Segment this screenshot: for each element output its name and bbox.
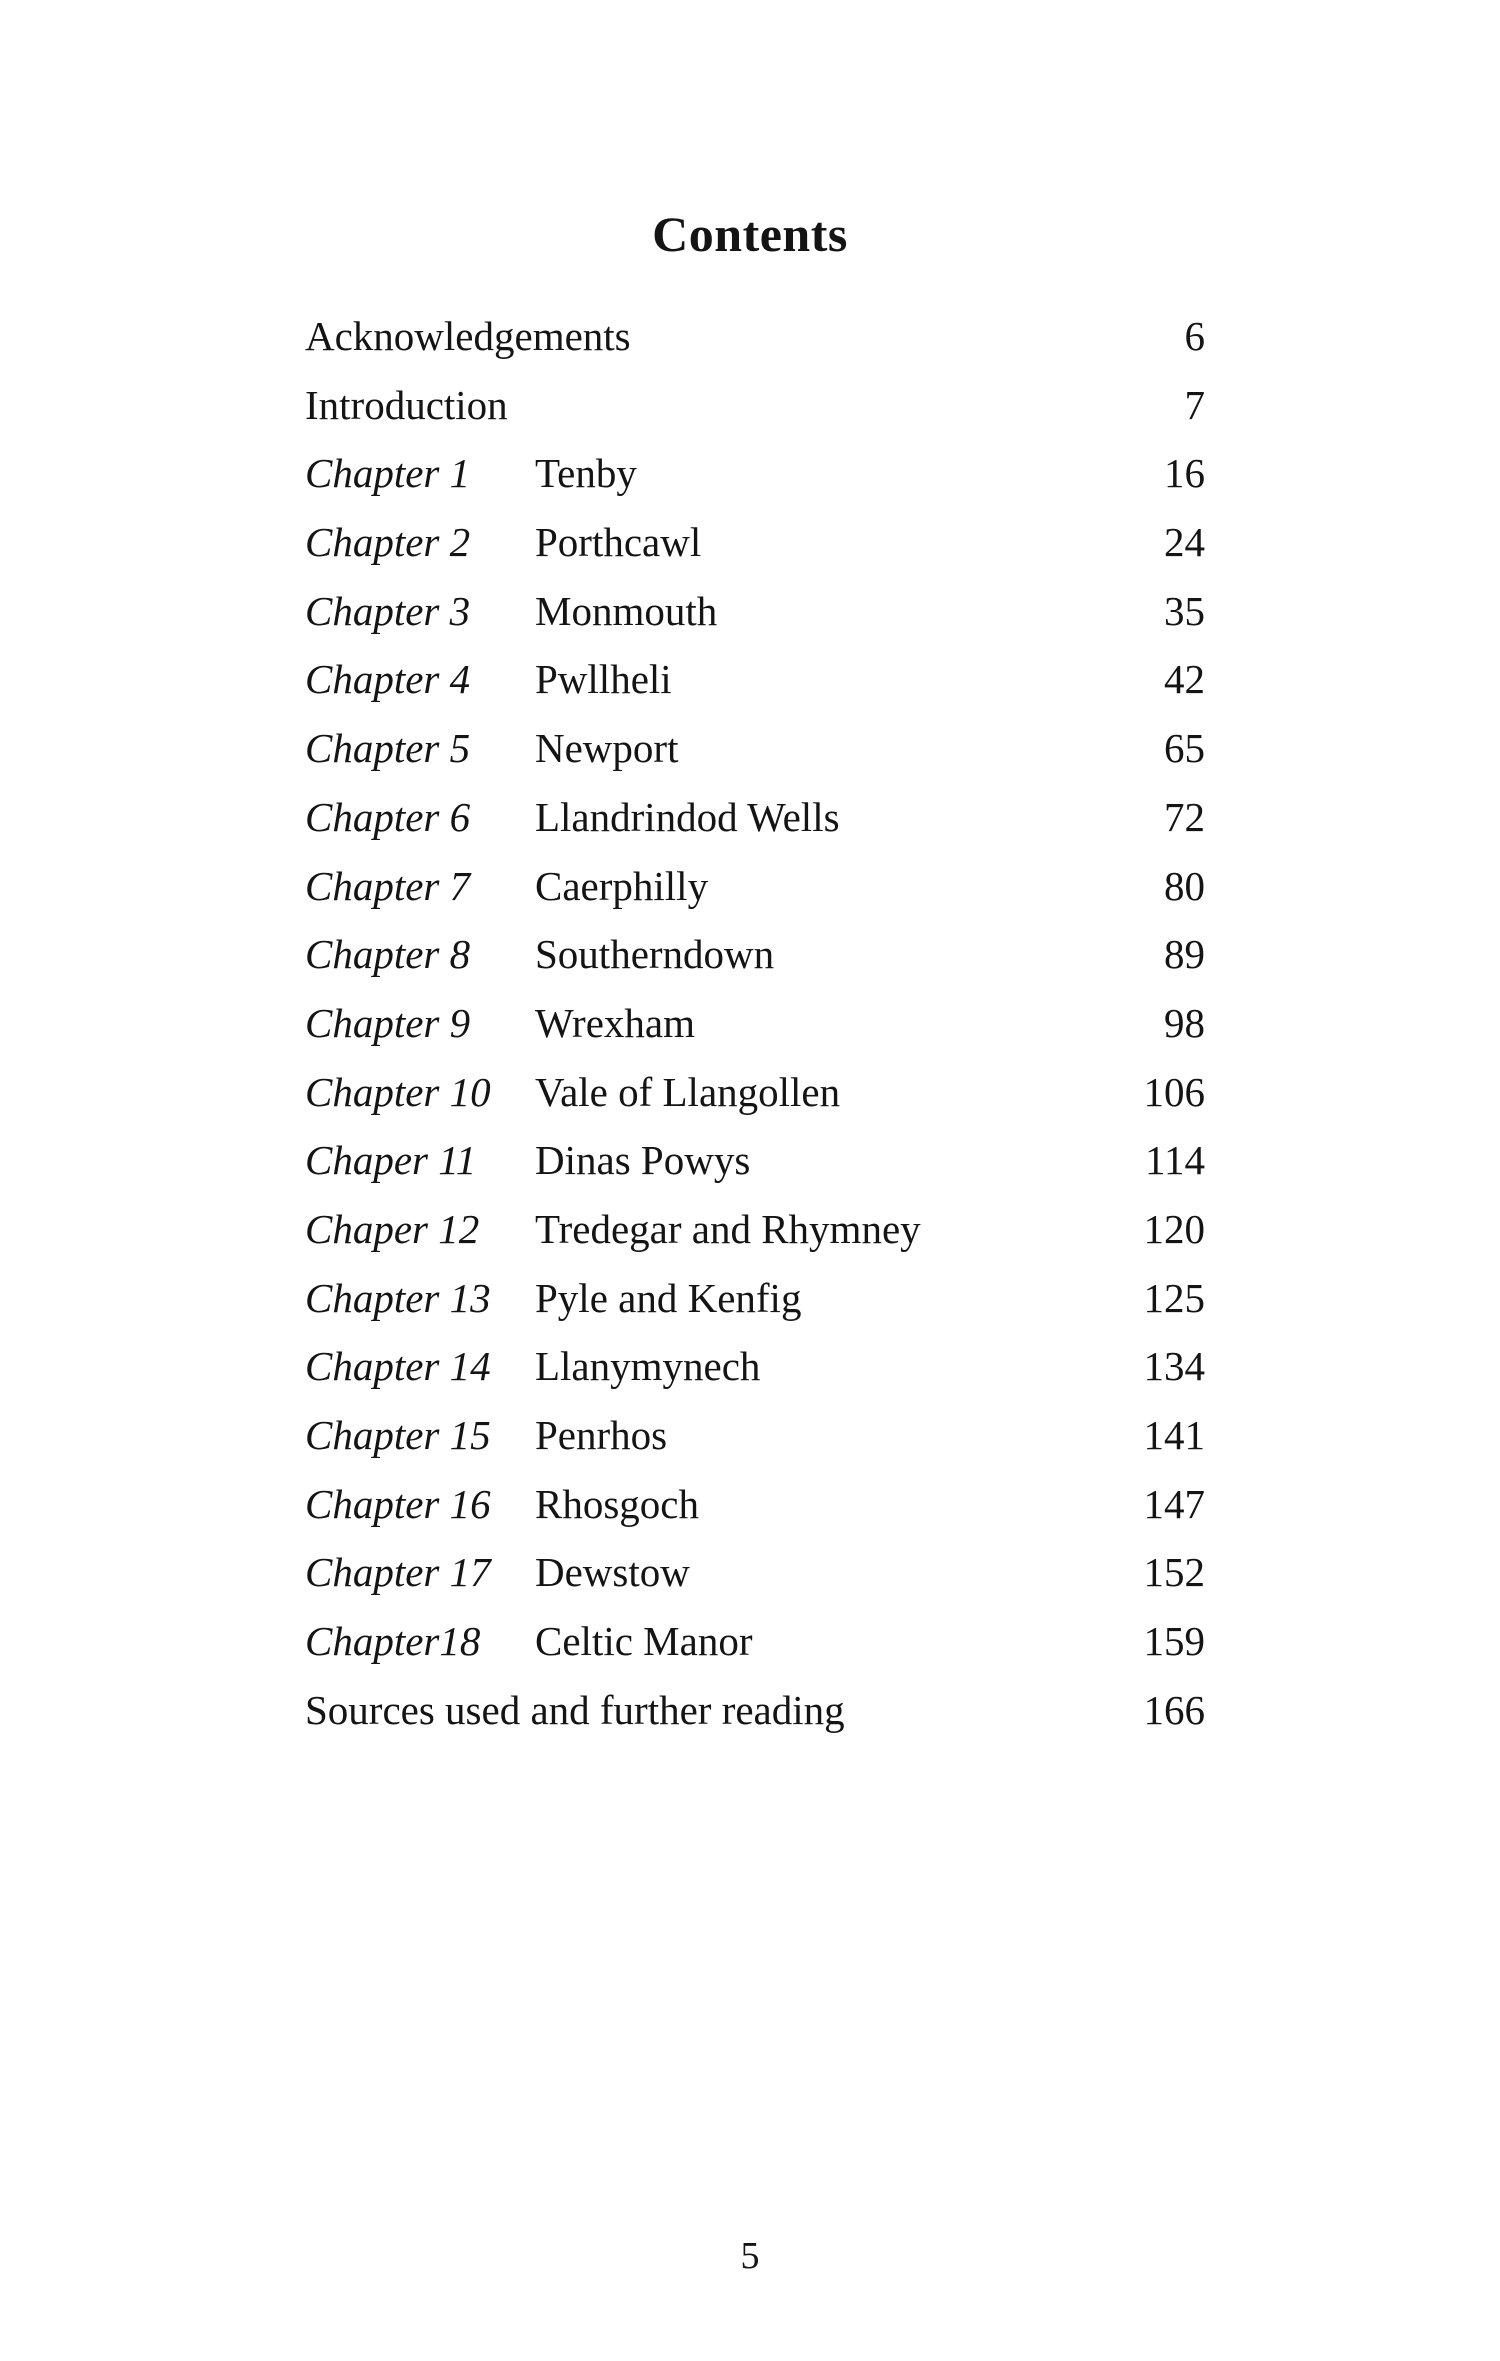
toc-entry-page-number: 6 — [1184, 313, 1205, 359]
toc-entry-page-number: 35 — [1164, 587, 1205, 634]
toc-entry-chapter-label: Chapter18 — [305, 1618, 481, 1665]
toc-entry — [305, 1126, 1205, 1195]
toc-entry — [305, 508, 1205, 577]
toc-entry-chapter-label: Chapter 14 — [305, 1343, 491, 1390]
toc-entry-chapter-label: Chapter 13 — [305, 1274, 491, 1321]
toc-entry-title: Pwllheli — [535, 656, 672, 703]
toc-entry-page-number: 166 — [1143, 1686, 1205, 1733]
toc-entry-chapter-label: Chapter 10 — [305, 1068, 491, 1115]
toc-entry-title: Penrhos — [535, 1412, 668, 1458]
table-of-contents — [305, 302, 1205, 1744]
toc-entry — [305, 577, 1205, 646]
toc-entry-chapter-label: Chapter 15 — [305, 1412, 491, 1458]
toc-entry-title: Sources used and further reading — [305, 1686, 845, 1733]
toc-entry — [305, 989, 1205, 1058]
toc-entry — [305, 714, 1205, 783]
toc-entry-page-number: 65 — [1164, 725, 1205, 772]
toc-entry-chapter-label: Chapter 9 — [305, 999, 471, 1046]
toc-entry-chapter-label: Chapter 1 — [305, 450, 471, 497]
toc-entry-page-number: 16 — [1164, 450, 1205, 497]
toc-entry — [305, 1401, 1205, 1470]
toc-entry — [305, 1058, 1205, 1127]
toc-entry — [305, 920, 1205, 989]
toc-entry-title: Llanymynech — [535, 1343, 761, 1390]
toc-entry-title: Rhosgoch — [535, 1480, 699, 1527]
toc-entry — [305, 439, 1205, 508]
toc-entry-page-number: 24 — [1164, 519, 1205, 566]
toc-entry — [305, 1538, 1205, 1607]
toc-entry-title: Vale of Llangollen — [535, 1068, 841, 1115]
page-number: 5 — [740, 2235, 760, 2277]
toc-entry-title: Monmouth — [535, 587, 718, 634]
toc-entry-chapter-label: Chapter 3 — [305, 587, 471, 634]
toc-entry-chapter-label: Chapter 16 — [305, 1480, 491, 1527]
toc-entry — [305, 1264, 1205, 1333]
toc-entry-chapter-label: Chapter 5 — [305, 725, 471, 772]
toc-entry-page-number: 106 — [1143, 1068, 1205, 1115]
toc-entry-title: Acknowledgements — [305, 313, 631, 359]
toc-entry-title: Dinas Powys — [535, 1137, 751, 1184]
toc-entry-page-number: 141 — [1143, 1412, 1205, 1458]
toc-entry-chapter-label: Chapter 6 — [305, 793, 471, 840]
toc-entry-page-number: 120 — [1143, 1205, 1205, 1252]
toc-entry-page-number: 98 — [1164, 999, 1205, 1046]
toc-entry-page-number: 134 — [1143, 1343, 1205, 1390]
page-title: Contents — [652, 205, 848, 262]
toc-entry-page-number: 72 — [1164, 793, 1205, 840]
toc-entry-chapter-label: Chapter 4 — [305, 656, 471, 703]
toc-entry-page-number: 7 — [1184, 381, 1205, 428]
toc-entry-chapter-label: Chapter 7 — [305, 862, 471, 909]
toc-entry-chapter-label: Chapter 2 — [305, 519, 471, 566]
toc-entry-title: Caerphilly — [535, 862, 709, 909]
toc-entry — [305, 302, 1205, 371]
toc-entry-title: Llandrindod Wells — [535, 793, 840, 840]
toc-entry-title: Dewstow — [535, 1549, 690, 1596]
toc-entry-title: Southerndown — [535, 931, 775, 978]
toc-entry-chapter-label: Chapter 17 — [305, 1549, 491, 1596]
toc-entry-title: Tredegar and Rhymney — [535, 1205, 921, 1252]
toc-entry-title: Pyle and Kenfig — [535, 1274, 802, 1321]
toc-entry-page-number: 114 — [1145, 1137, 1205, 1184]
toc-entry — [305, 783, 1205, 852]
toc-entry-chapter-label: Chaper 12 — [305, 1205, 480, 1252]
toc-entry-chapter-label: Chaper 11 — [305, 1137, 477, 1184]
toc-entry-page-number: 152 — [1143, 1549, 1205, 1596]
toc-entry — [305, 1607, 1205, 1676]
toc-entry — [305, 371, 1205, 440]
toc-entry — [305, 1195, 1205, 1264]
toc-entry-title: Porthcawl — [535, 519, 702, 566]
toc-entry — [305, 852, 1205, 921]
toc-entry — [305, 645, 1205, 714]
toc-entry — [305, 1332, 1205, 1401]
toc-entry-title: Wrexham — [535, 999, 695, 1046]
toc-entry — [305, 1676, 1205, 1745]
toc-entry-title: Celtic Manor — [535, 1618, 753, 1665]
toc-entry-page-number: 80 — [1164, 862, 1205, 909]
toc-entry-title: Newport — [535, 725, 679, 772]
toc-entry-page-number: 89 — [1164, 931, 1205, 978]
toc-entry-title: Introduction — [305, 381, 508, 428]
toc-entry-page-number: 147 — [1143, 1480, 1205, 1527]
toc-entry-page-number: 125 — [1143, 1274, 1205, 1321]
toc-entry — [305, 1470, 1205, 1539]
toc-entry-title: Tenby — [535, 450, 637, 497]
toc-entry-page-number: 159 — [1143, 1618, 1205, 1665]
toc-entry-page-number: 42 — [1164, 656, 1205, 703]
toc-entry-chapter-label: Chapter 8 — [305, 931, 471, 978]
